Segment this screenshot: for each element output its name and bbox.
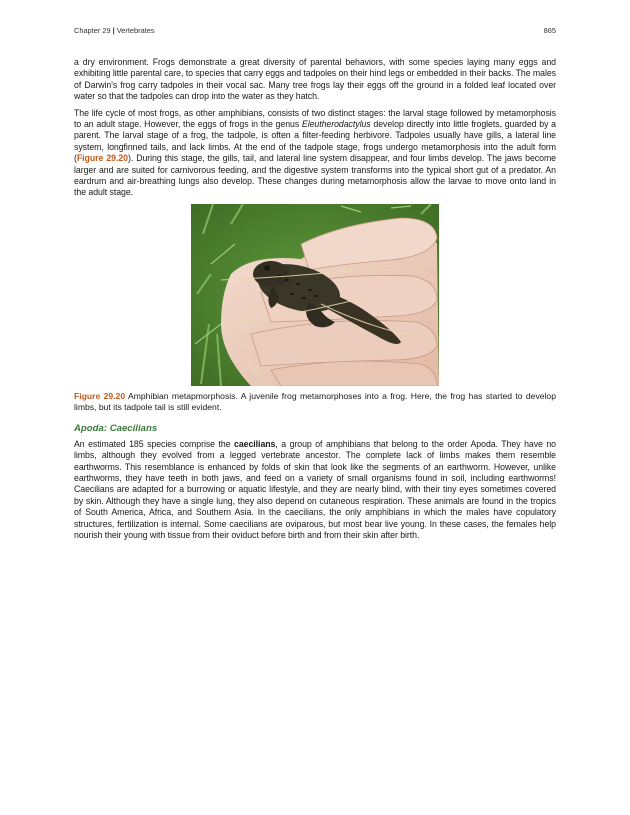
- paragraph-text: The life cycle of most frogs, as other amphibians, consists of two distinct stages: the larval stage followed by metamorphosis to an adult stage. However, the eggs of frogs in the genus: [74, 107, 556, 130]
- frog-head: [253, 261, 289, 287]
- paragraph-life-cycle: [74, 108, 556, 199]
- genus-name: Eleutherodactylus: [301, 119, 371, 130]
- paragraph-text: develop directly into little froglets, guarded by a parent. The larval stage of a frog, the tadpole, is often a filter-feeding herbivore. Tadpoles usually have gills, a lateral line system, longfinned tails, and lack limbs. At the end of the tadpole stage, frogs undergo metamorphosis into the adult form (: [74, 119, 556, 164]
- main-content: [74, 57, 556, 546]
- header-chapter-title: [74, 26, 155, 35]
- paragraph-parental-behaviors: a dry environment. Frogs demonstrate a great diversity of parental behaviors, with some species laying many eggs and exhibiting little parental care, to species that carry eggs and tadpoles on their hind legs or embedded in their backs. The males of Darwin's frog carry tadpoles in their vocal sac. Many tree frogs lay their eggs off the ground in a folded leaf located over water so that the tadpoles can drop into the water as they hatch.: [74, 57, 556, 102]
- figure-reference-link[interactable]: Figure 29.20: [76, 153, 128, 164]
- header-section: Vertebrates: [116, 26, 155, 35]
- key-term: caecilians: [234, 438, 276, 449]
- page-number: 865: [543, 26, 556, 35]
- header-chapter: Chapter 29: [74, 26, 111, 35]
- frog-eye: [264, 265, 270, 271]
- figure-caption: [74, 391, 556, 414]
- figure-caption-text: Amphibian metapmorphosis. A juvenile frog metamorphoses into a frog. Here, the frog has started to develop limbs, but its tadpole tail is still evident.: [74, 390, 556, 413]
- header-separator: |: [112, 26, 115, 35]
- paragraph-caecilians: [74, 439, 556, 542]
- paragraph-text: , a group of amphibians that belong to the order Apoda. They have no limbs, although they evolved from a legged vertebrate ancestor. The complete lack of limbs makes them resemble earthworms. This resemblance is enhanced by folds of skin that look like the segments of an earthworm. However, unlike earthworms, they have teeth in both jaws, and feed on a variety of small organisms found in soil, including earthworms! Caecilians are adapted for a burrowing or aquatic lifestyle, and they are nearly blind, with their tiny eyes sometimes covered by skin. Although they have a single lung, they also depend on cutaneous respiration. These animals are found in the tropics of South America, Africa, and Southern Asia. In the caecilians, the only amphibians in which the males have copulatory structures, fertilization is internal. Some caecilians are oviparous, but most bear live young. In these cases, the females help nourish their young with tissue from their oviduct before birth and from their skin after birth.: [74, 438, 556, 540]
- paragraph-text: An estimated 185 species comprise the: [74, 438, 235, 449]
- frog-metamorphosis-photo: [191, 204, 439, 386]
- paragraph-text: ). During this stage, the gills, tail, and lateral line system disappear, and four limbs develop. The jaws become larger and are suited for carnivorous feeding, and the digestive system transforms into the typical short gut of a predator. An eardrum and air-breathing lungs also develop. These changes during metamorphosis allow the larvae to move onto land in the adult stage.: [74, 153, 556, 198]
- figure-label: Figure 29.20: [74, 390, 126, 401]
- running-header: [74, 26, 556, 35]
- section-heading: Apoda: Caecilians: [74, 422, 158, 434]
